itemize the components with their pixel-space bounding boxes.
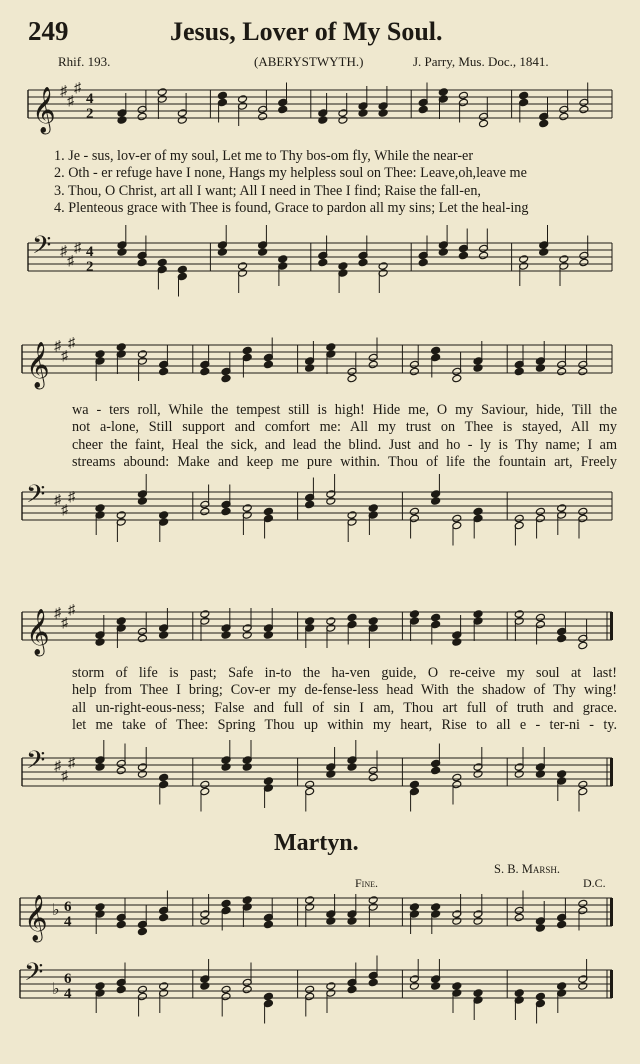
treble-clef-icon: 𝄞: [24, 895, 48, 941]
lyric-line: let me take of Thee: Spring Thou up within my heart, Rise to all e - ter-ni - ty.: [72, 717, 617, 734]
note-head: [347, 917, 357, 926]
lyric-line: 1. Je - sus, lov-er of my soul, Let me to Thy bos-om fly, While the near-er: [54, 148, 474, 164]
note-head: [557, 504, 567, 513]
note-head: [358, 258, 368, 267]
note-head: [539, 119, 549, 128]
treble-clef-icon: 𝄞: [26, 342, 50, 388]
note-head: [137, 927, 147, 936]
note-head: [473, 989, 483, 998]
tune-name: (ABERYSTWYTH.): [254, 54, 364, 69]
note-head: [159, 511, 169, 520]
note-head: [200, 917, 210, 926]
sharp-icon: ♯: [68, 603, 75, 618]
note-head: [431, 497, 441, 506]
sharp-icon: ♯: [54, 493, 61, 508]
note-head: [431, 903, 441, 912]
note-head: [438, 248, 448, 257]
note-head: [318, 116, 328, 125]
note-head: [347, 613, 357, 622]
sharp-icon: ♯: [61, 349, 68, 364]
flat-icon: ♭: [52, 902, 60, 919]
note-head: [221, 899, 231, 908]
note-head: [137, 350, 147, 359]
lyric-line: all un-right-eous-ness; False and full of sin I am, Thou art full of truth and grace.: [72, 699, 617, 716]
note-head: [326, 770, 336, 779]
note-head: [557, 634, 567, 643]
note-head: [116, 511, 126, 520]
note-head: [217, 91, 227, 100]
note-head: [578, 507, 588, 516]
note-head: [221, 763, 231, 772]
note-head: [418, 258, 428, 267]
note-head: [116, 343, 126, 352]
note-head: [409, 367, 419, 376]
note-head: [242, 985, 252, 994]
note-head: [200, 507, 210, 516]
time-signature-top: 4: [86, 91, 94, 107]
note-head: [519, 91, 529, 100]
lyric-line: storm of life is past; Safe in-to the ha-ven guide, O re-ceive my soul at last!: [72, 665, 617, 681]
lyric-line: 4. Plenteous grace with Thee is found, Grace to pardon all my sins; Let the heal-ing: [54, 200, 529, 217]
note-head: [95, 903, 105, 912]
hymn-title: Jesus, Lover of My Soul.: [170, 17, 443, 46]
note-head: [452, 374, 462, 383]
note-head: [578, 780, 588, 789]
note-head: [258, 112, 268, 121]
note-head: [368, 896, 378, 905]
note-head: [535, 613, 545, 622]
note-head: [326, 982, 336, 991]
note-head: [579, 258, 589, 267]
note-head: [305, 896, 315, 905]
note-head: [200, 367, 210, 376]
note-head: [431, 982, 441, 991]
note-head: [221, 985, 231, 994]
note-head: [200, 780, 210, 789]
note-head: [473, 610, 483, 619]
sharp-icon: ♯: [61, 503, 68, 518]
note-head: [157, 258, 167, 267]
note-head: [559, 255, 569, 264]
sharp-icon: ♯: [67, 254, 74, 269]
note-head: [137, 112, 147, 121]
sharp-icon: ♯: [61, 616, 68, 631]
note-head: [458, 251, 468, 260]
sharp-icon: ♯: [60, 244, 67, 259]
bass-staff-system-1: [0, 223, 640, 298]
note-head: [578, 982, 588, 991]
note-head: [409, 982, 419, 991]
note-head: [326, 617, 336, 626]
note-head: [473, 770, 483, 779]
note-head: [539, 248, 549, 257]
note-head: [535, 770, 545, 779]
note-head: [95, 982, 105, 991]
note-head: [347, 985, 357, 994]
note-head: [479, 119, 489, 128]
treble-staff-system-2: [0, 325, 640, 400]
note-head: [238, 262, 248, 271]
note-head: [116, 985, 126, 994]
note-head: [338, 262, 348, 271]
note-head: [117, 116, 127, 125]
note-head: [409, 507, 419, 516]
lyric-line: wa - ters roll, While the tempest still is high! Hide me, O my Saviour, hide, Till the: [72, 402, 617, 418]
note-head: [409, 780, 419, 789]
note-head: [473, 364, 483, 373]
note-head: [431, 613, 441, 622]
dc-marking: D.C.: [583, 876, 606, 890]
sharp-icon: ♯: [61, 769, 68, 784]
note-head: [263, 777, 273, 786]
note-head: [358, 109, 368, 118]
note-head: [159, 982, 169, 991]
time-signature-top: 6: [64, 971, 72, 987]
time-signature-bottom: 4: [64, 986, 72, 1002]
note-head: [95, 504, 105, 513]
note-head: [238, 95, 248, 104]
note-head: [326, 343, 336, 352]
note-head: [137, 770, 147, 779]
note-head: [263, 507, 273, 516]
treble-clef-icon: 𝄞: [26, 609, 50, 655]
bass-clef-icon: 𝄢: [26, 480, 46, 515]
note-head: [159, 773, 169, 782]
note-head: [452, 982, 462, 991]
hymn-number: 249: [28, 16, 69, 46]
note-head: [557, 982, 567, 991]
note-head: [278, 255, 288, 264]
note-head: [137, 258, 147, 267]
note-head: [452, 917, 462, 926]
note-head: [305, 364, 315, 373]
sharp-icon: ♯: [54, 606, 61, 621]
note-head: [368, 773, 378, 782]
note-head: [473, 917, 483, 926]
note-head: [535, 924, 545, 933]
note-head: [578, 367, 588, 376]
note-head: [116, 766, 126, 775]
note-head: [557, 770, 567, 779]
note-head: [258, 248, 268, 257]
sharp-icon: ♯: [54, 339, 61, 354]
sharp-icon: ♯: [74, 241, 81, 256]
time-signature-top: 4: [86, 244, 94, 260]
note-head: [452, 773, 462, 782]
time-signature-top: 6: [64, 899, 72, 915]
note-head: [217, 248, 227, 257]
time-signature-bottom: 4: [64, 914, 72, 930]
lyric-line: help from Thee I bring; Cov-er my de-fense-less head With the shadow of Thy wing!: [72, 682, 617, 699]
note-head: [221, 507, 231, 516]
note-head: [378, 109, 388, 118]
lyric-line: cheer the faint, Heal the sick, and lead the blind. Just and ho - ly is Thy name; I am: [72, 436, 617, 453]
sharp-icon: ♯: [68, 490, 75, 505]
note-head: [368, 360, 378, 369]
note-head: [514, 610, 524, 619]
note-head: [117, 248, 127, 257]
hymn-reference: Rhif. 193.: [58, 54, 111, 69]
note-head: [326, 917, 336, 926]
note-head: [159, 913, 169, 922]
note-head: [514, 514, 524, 523]
note-head: [159, 631, 169, 640]
note-head: [221, 374, 231, 383]
bass-clef-icon: 𝄢: [26, 746, 46, 781]
note-head: [242, 504, 252, 513]
fine-marking: Fine.: [355, 876, 379, 890]
sharp-icon: ♯: [60, 84, 67, 99]
note-head: [338, 116, 348, 125]
lyric-line: streams abound: Make and keep me pure within. Thou of life the fountain art, Freely: [72, 454, 617, 471]
note-head: [137, 634, 147, 643]
treble-staff-system-3: [0, 592, 640, 667]
note-head: [159, 367, 169, 376]
note-head: [514, 367, 524, 376]
martyn-treble-staff: [0, 878, 640, 953]
note-head: [116, 617, 126, 626]
note-head: [368, 617, 378, 626]
sharp-icon: ♯: [74, 81, 81, 96]
note-head: [519, 255, 529, 264]
note-head: [409, 903, 419, 912]
note-head: [418, 105, 428, 114]
note-head: [263, 360, 273, 369]
note-head: [95, 350, 105, 359]
martyn-bass-staff: [0, 950, 640, 1025]
note-head: [200, 982, 210, 991]
sharp-icon: ♯: [54, 759, 61, 774]
note-head: [177, 116, 187, 125]
sharp-icon: ♯: [68, 756, 75, 771]
note-head: [242, 346, 252, 355]
note-head: [263, 920, 273, 929]
lyrics-system-1: [54, 148, 614, 218]
note-head: [514, 989, 524, 998]
note-head: [347, 374, 357, 383]
bass-clef-icon: 𝄢: [32, 231, 52, 266]
note-head: [177, 265, 187, 274]
note-head: [409, 610, 419, 619]
time-signature-bottom: 2: [86, 259, 94, 275]
note-head: [305, 500, 315, 509]
sharp-icon: ♯: [67, 94, 74, 109]
note-head: [578, 899, 588, 908]
note-head: [242, 896, 252, 905]
lyrics-system-2: [72, 402, 617, 472]
note-head: [347, 763, 357, 772]
note-head: [305, 985, 315, 994]
note-head: [514, 770, 524, 779]
note-head: [242, 763, 252, 772]
note-head: [221, 631, 231, 640]
note-head: [157, 88, 167, 97]
sharp-icon: ♯: [68, 336, 75, 351]
note-head: [242, 631, 252, 640]
note-head: [263, 631, 273, 640]
note-head: [278, 105, 288, 114]
note-head: [305, 780, 315, 789]
second-tune-title: Martyn.: [274, 830, 359, 856]
note-head: [95, 763, 105, 772]
note-head: [431, 346, 441, 355]
note-head: [431, 766, 441, 775]
note-head: [535, 992, 545, 1001]
note-head: [452, 514, 462, 523]
note-head: [557, 367, 567, 376]
note-head: [137, 985, 147, 994]
time-signature-bottom: 2: [86, 106, 94, 122]
bass-clef-icon: 𝄢: [24, 958, 44, 993]
note-head: [579, 105, 589, 114]
lyric-line: not a-lone, Still support and comfort me: All my trust on Thee is stayed, All my: [72, 419, 617, 436]
note-head: [200, 610, 210, 619]
note-head: [326, 497, 336, 506]
note-head: [368, 504, 378, 513]
lyric-line: 3. Thou, O Christ, art all I want; All I need in Thee I find; Raise the fall-en,: [54, 182, 481, 199]
note-head: [514, 913, 524, 922]
note-head: [368, 978, 378, 987]
note-head: [452, 638, 462, 647]
lyric-line: 2. Oth - er refuge have I none, Hangs my helpless soul on Thee: Leave,oh,leave me: [54, 165, 527, 182]
note-head: [473, 507, 483, 516]
note-head: [559, 112, 569, 121]
note-head: [438, 88, 448, 97]
treble-staff-system-1: [0, 70, 640, 145]
note-head: [263, 992, 273, 1001]
note-head: [378, 262, 388, 271]
note-head: [347, 511, 357, 520]
note-head: [479, 251, 489, 260]
note-head: [305, 617, 315, 626]
note-head: [137, 497, 147, 506]
note-head: [578, 641, 588, 650]
flat-icon: ♭: [52, 981, 60, 998]
note-head: [557, 920, 567, 929]
composer-credit: J. Parry, Mus. Doc., 1841.: [413, 54, 549, 69]
note-head: [458, 91, 468, 100]
note-head: [535, 364, 545, 373]
note-head: [95, 638, 105, 647]
treble-clef-icon: 𝄞: [32, 87, 56, 133]
lyrics-system-3: [72, 665, 617, 735]
note-head: [318, 258, 328, 267]
note-head: [116, 920, 126, 929]
note-head: [535, 507, 545, 516]
bass-staff-system-3: [0, 738, 640, 813]
bass-staff-system-2: [0, 472, 640, 547]
second-tune-composer: S. B. Marsh.: [494, 862, 561, 876]
